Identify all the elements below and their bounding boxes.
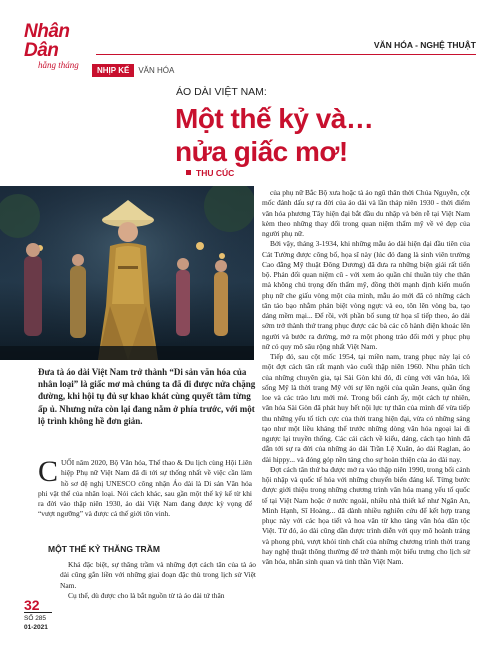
author-byline (186, 168, 234, 178)
byline-square-icon (186, 170, 191, 175)
drop-cap: C (38, 455, 59, 488)
title-line-1: Một thế kỷ và… (175, 103, 374, 134)
page-number: 32 (24, 598, 52, 613)
body-paragraph: Bởi vậy, tháng 3-1934, khi những mẫu áo dài hiện đại đầu tiên của Cát Tường được công bố, họa sĩ này (lúc đó đang là sinh viên trường Cao đẳng Mỹ thuật Đông Dương) đã đưa ra những biện giải rất tiến bộ. Phản đối quan niệm cũ - với xem áo quần chỉ thuần túy che thân mà không chú trọng đến thẩm mỹ, đồng thời mạnh định kiến muốn phụ nữ che giấu vòng một của mình, mẫu áo mới đã có những cách tân táo bạo nhằm phản biệt vòng ngực và eo, tôn lên vòng ba, tạo dáng mềm mại... Để rồi, với phần bổ sung từ họa sĩ tiếp theo, áo dài sớm trở thành thứ trang phục được các bà các cô hành điện khoác lên người và bước ra đường, mở ra một phong trào đổi mới y phục phụ nữ có quy mô sâu rộng nhất Việt Nam. (262, 239, 470, 351)
masthead-logo (24, 22, 92, 70)
title-line-2: nửa giấc mơ! (175, 136, 348, 167)
body-paragraph: Cụ thể, dù được cho là bắt nguồn từ tà áo dài tứ thân (68, 590, 225, 600)
page-footer (24, 598, 60, 631)
header-divider (96, 54, 476, 55)
left-column-tail (60, 560, 256, 601)
issue-number: SỐ 285 (24, 615, 47, 622)
body-paragraph: Tiếp đó, sau cột mốc 1954, tại miền nam, trang phục này lại có một đợt cách tân rất mạnh vào cuối thập niên 1960. Nhu phân tích của những chuyên gia, tại Sài Gòn khi đó, đi cùng với văn hóa, lối sống Mỹ là thời trang Mỹ với sự lên ngôi của quần Jeans, quần ống loe và các trào lưu mới mẻ. Trong bối cảnh ấy, một cách tự nhiên, văn hóa Sài Gòn đã phát huy hết nội lực tự thân của mình để vừa tiếp thu những yếu tố tích cực của thời trang hiện đại, vừa có những sáng tạo như một liều kháng thể trước những dòng văn hóa ngoại lai đi ngược lại truyền thống. Các cải cách về kiểu, dáng, cách tạo hình đã dẫn tới sự ra đời của những áo dài Trần Lệ Xuân, áo dài Raglan, áo dài hippy... và đóng góp nền tảng cho sự hoàn thiện của áo dài nay. (262, 352, 470, 464)
section-label: VĂN HÓA - NGHỆ THUẬT (373, 40, 476, 50)
author-name: THU CÚC (196, 168, 235, 178)
issue-date: 01-2021 (24, 624, 48, 631)
kicker-primary: NHỊP KẾ (92, 64, 134, 77)
article-title (175, 102, 373, 168)
lead-text: UỐI năm 2020, Bộ Văn hóa, Thể thao & Du lịch cùng Hội Liên hiệp Phụ nữ Việt Nam đã đi tới sự thống nhất về việc cần làm hồ sơ đệ nghị UNESCO công nhận Áo dài là Di sản Văn hóa phi vật thể của nhân loại. Nói cách khác, sau gần một thế kỷ kể từ khi ra đời vào thập niên 1930, áo dài Việt Nam đang được kỳ vọng để “vượt ngưỡng” và được cả thế giới tôn vinh. (38, 458, 252, 519)
photo-caption: Đưa tà áo dài Việt Nam trở thành “Di sản văn hóa của nhân loại” là giấc mơ mà chúng ta đã đi được nửa chặng đường, khi hội tụ đủ sự khao khát cùng quyết tâm từng ấp ủ. Nhưng nửa còn lại đang nằm ở phía trước, với một lộ trình không hề đơn giản. (38, 367, 256, 426)
body-paragraph: Đợt cách tân thứ ba được mở ra vào thập niên 1990, trong bối cảnh hội nhập và quốc tế hóa với những chuyển biến đáng kể. Từng bước được giới thiệu trong những chương trình văn hóa mang yếu tố quốc tế tại Việt Nam hoặc ở nước ngoài, nhiều nhà thiết kế như Ngân An, Minh Hạnh, Sĩ Hoàng... đã dành nhiều nghiên cứu để kết hợp trang phục này với các họa tiết và hoa văn từ kho tàng văn hóa dân tộc Việt. Từ đó, áo dài cũng dần được trình diễn với quy mô hoành tráng và phong phú, vượt khỏi tính chất của những chương trình thời trang hay nghệ thuật thông thường để trở thành một biểu trưng cho lịch sử văn hóa, nhân sinh quan và tinh thần Việt Nam. (262, 464, 470, 566)
article-photo (0, 186, 254, 360)
right-column (262, 188, 470, 567)
subheading: MỘT THẾ KỶ THĂNG TRẦM (48, 544, 160, 554)
body-paragraph: Khá đặc biệt, sự thăng trầm và những đợt cách tân của tà áo dài cũng gắn liền với những giai đoạn đặc thù trong lịch sử Việt Nam. (60, 560, 256, 590)
lead-paragraph (38, 455, 252, 520)
pre-title: ÁO DÀI VIỆT NAM: (176, 86, 267, 98)
ao-dai-runway-photo (0, 186, 254, 360)
logo-sub-text: hằng tháng (38, 60, 79, 70)
kicker-secondary: VĂN HÓA (138, 66, 175, 75)
kicker (92, 66, 174, 75)
body-paragraph: của phụ nữ Bắc Bộ xưa hoặc tà áo ngũ thân thời Chúa Nguyễn, cột mốc đánh dấu sự ra đời của áo dài và lần tháp niên 1930 - thời điểm văn hóa phương Tây hiện đại bắt đầu du nhập và bén rễ tại Việt Nam kèm theo những thay đổi trong quan niệm thẩm mỹ về vẻ đẹp của người phụ nữ. (262, 188, 470, 238)
logo-main-text: Nhân Dân (24, 21, 70, 61)
